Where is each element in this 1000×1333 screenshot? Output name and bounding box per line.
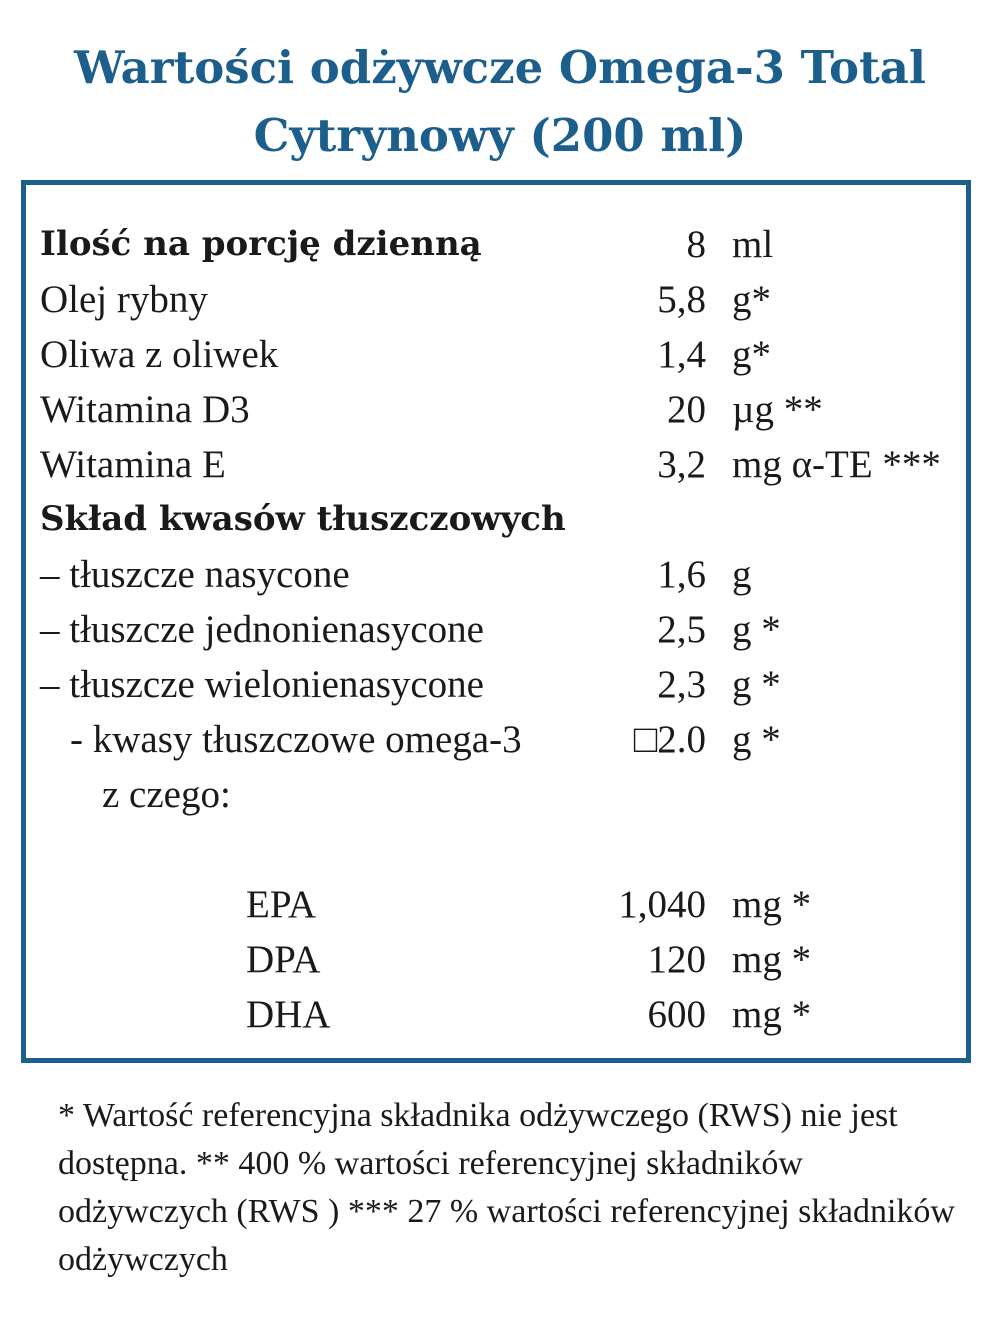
- row-label: z czego:: [102, 773, 231, 816]
- footnote: * Wartość referencyjna składnika odżywczego (RWS) nie jest dostępna. ** 400 % wartości referencyjnej składników odżywczych (RWS ) *** 27 % wartości referencyjnej składników odżywczych: [58, 1097, 955, 1278]
- row-unit: g*: [732, 278, 771, 321]
- row-label: Ilość na porcję dzienną: [40, 224, 482, 264]
- row-dha: [26, 987, 971, 1042]
- row-label: DHA: [246, 993, 331, 1036]
- row-value: 8: [686, 223, 706, 266]
- row-label: DPA: [246, 938, 321, 981]
- row-fish-oil: [26, 272, 971, 327]
- row-value: 120: [647, 938, 706, 981]
- row-vitamin-d3: [26, 382, 971, 437]
- row-value: 2,5: [657, 608, 706, 651]
- section-heading: Skład kwasów tłuszczowych: [40, 499, 566, 539]
- row-unit: g *: [732, 718, 781, 761]
- row-unit: g *: [732, 663, 781, 706]
- row-unit: mg *: [732, 993, 812, 1036]
- row-label: Witamina E: [40, 443, 226, 486]
- row-value: □2.0: [633, 718, 706, 761]
- row-unit: µg **: [732, 388, 823, 431]
- row-olive-oil: [26, 327, 971, 382]
- row-value: 600: [647, 993, 706, 1036]
- row-vitamin-e: [26, 437, 971, 492]
- row-label: – tłuszcze wielonienasycone: [40, 663, 484, 706]
- title-line-1: Wartości odżywcze Omega-3 Total: [73, 41, 927, 94]
- row-unit: g*: [732, 333, 771, 376]
- row-unit: ml: [732, 223, 774, 266]
- row-value: 3,2: [657, 443, 706, 486]
- row-of-which: [26, 767, 971, 822]
- row-unit: mg *: [732, 938, 812, 981]
- row-dpa: [26, 932, 971, 987]
- row-unit: g *: [732, 608, 781, 651]
- row-label: Witamina D3: [40, 388, 250, 431]
- row-unit: mg α-TE ***: [732, 443, 941, 486]
- row-omega-3: [26, 712, 971, 767]
- row-value: 2,3: [657, 663, 706, 706]
- row-fatty-acids-heading: [26, 492, 971, 547]
- row-epa: [26, 877, 971, 932]
- row-value: 1,4: [657, 333, 706, 376]
- row-polyunsaturated: [26, 657, 971, 712]
- row-monounsaturated: [26, 602, 971, 657]
- row-label: Oliwa z oliwek: [40, 333, 279, 376]
- row-serving: [26, 217, 971, 272]
- row-label: Olej rybny: [40, 278, 208, 321]
- row-label: – tłuszcze nasycone: [40, 553, 350, 596]
- row-unit: mg *: [732, 883, 812, 926]
- row-saturated: [26, 547, 971, 602]
- row-value: 1,6: [657, 553, 706, 596]
- row-value: 1,040: [618, 883, 706, 926]
- row-label: – tłuszcze jednonienasycone: [40, 608, 484, 651]
- row-value: 5,8: [657, 278, 706, 321]
- row-label: - kwasy tłuszczowe omega-3: [70, 718, 522, 761]
- title-line-2: Cytrynowy (200 ml): [253, 109, 747, 162]
- row-value: 20: [667, 388, 706, 431]
- nutrition-table: [21, 180, 971, 1063]
- row-unit: g: [732, 553, 752, 596]
- page-title: [0, 34, 1000, 170]
- row-label: EPA: [246, 883, 317, 926]
